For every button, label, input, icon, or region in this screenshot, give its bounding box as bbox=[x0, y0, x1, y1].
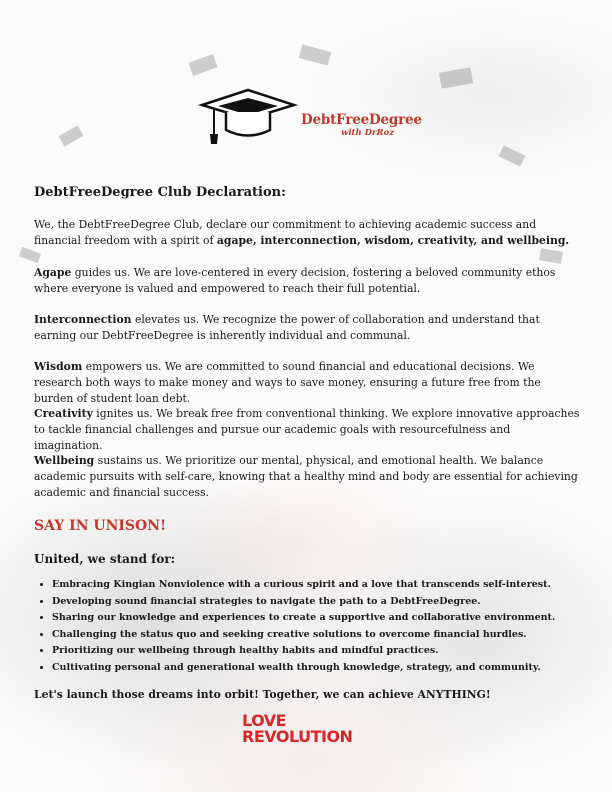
love-revolution-line2: REVOLUTION bbox=[242, 727, 353, 746]
value-paragraph-agape: Agape guides us. We are love-centered in every decision, fostering a beloved community ethos where everyone is valued and empowered to reach their full potential. bbox=[34, 266, 556, 295]
pledge-item: • Prioritizing our wellbeing through healthy habits and mindful practices. bbox=[52, 643, 612, 660]
declaration-heading: DebtFreeDegree Club Declaration: bbox=[34, 185, 286, 200]
pledge-item: • Challenging the status quo and seeking creative solutions to overcome financial hurdles. bbox=[52, 627, 612, 644]
logo-subtitle: with DrRoz bbox=[341, 128, 395, 138]
pledge-item: • Sharing our knowledge and experiences to create a supportive and collaborative environment. bbox=[52, 610, 612, 627]
value-paragraph-wisdom: Wisdom empowers us. We are committed to sound financial and educational decisions. We research both ways to make money and ways to save money, ensuring a future free from the burden of student loan debt. bbox=[34, 360, 541, 405]
graduation-cap-icon bbox=[198, 86, 298, 146]
pledge-item: • Developing sound financial strategies to navigate the path to a DebtFreeDegree. bbox=[52, 594, 612, 611]
say-in-unison-heading: SAY IN UNISON! bbox=[34, 518, 167, 534]
pledge-item: • Cultivating personal and generational wealth through knowledge, strategy, and community. bbox=[52, 660, 612, 677]
value-paragraph-interconnection: Interconnection elevates us. We recognize the power of collaboration and understand that earning our DebtFreeDegree is inherently individual and communal. bbox=[34, 313, 540, 342]
pledge-item: • Embracing Kingian Nonviolence with a curious spirit and a love that transcends self-interest. bbox=[52, 577, 612, 594]
love-revolution-logo bbox=[242, 713, 377, 749]
united-subheading: United, we stand for: bbox=[34, 552, 176, 566]
intro-paragraph: We, the DebtFreeDegree Club, declare our commitment to achieving academic success and financial freedom with a spirit of agape, interconnection, wisdom, creativity, and wellbeing. bbox=[34, 218, 570, 247]
closing-line: Let's launch those dreams into orbit! Together, we can achieve ANYTHING! bbox=[34, 688, 491, 701]
debtfreedegree-logo bbox=[198, 86, 422, 148]
logo-wordmark: DebtFreeDegree bbox=[301, 112, 422, 128]
value-paragraph-creativity: Creativity ignites us. We break free from conventional thinking. We explore innovative approaches to tackle financial challenges and pursue our academic goals with resourcefulness and imagination. bbox=[34, 407, 580, 452]
love-revolution-line1: LOVE bbox=[242, 711, 287, 730]
pledge-list bbox=[34, 577, 612, 676]
value-paragraph-wellbeing: Wellbeing sustains us. We prioritize our mental, physical, and emotional health. We balance academic pursuits with self-care, knowing that a healthy mind and body are essential for achieving academic and financial success. bbox=[34, 454, 578, 499]
